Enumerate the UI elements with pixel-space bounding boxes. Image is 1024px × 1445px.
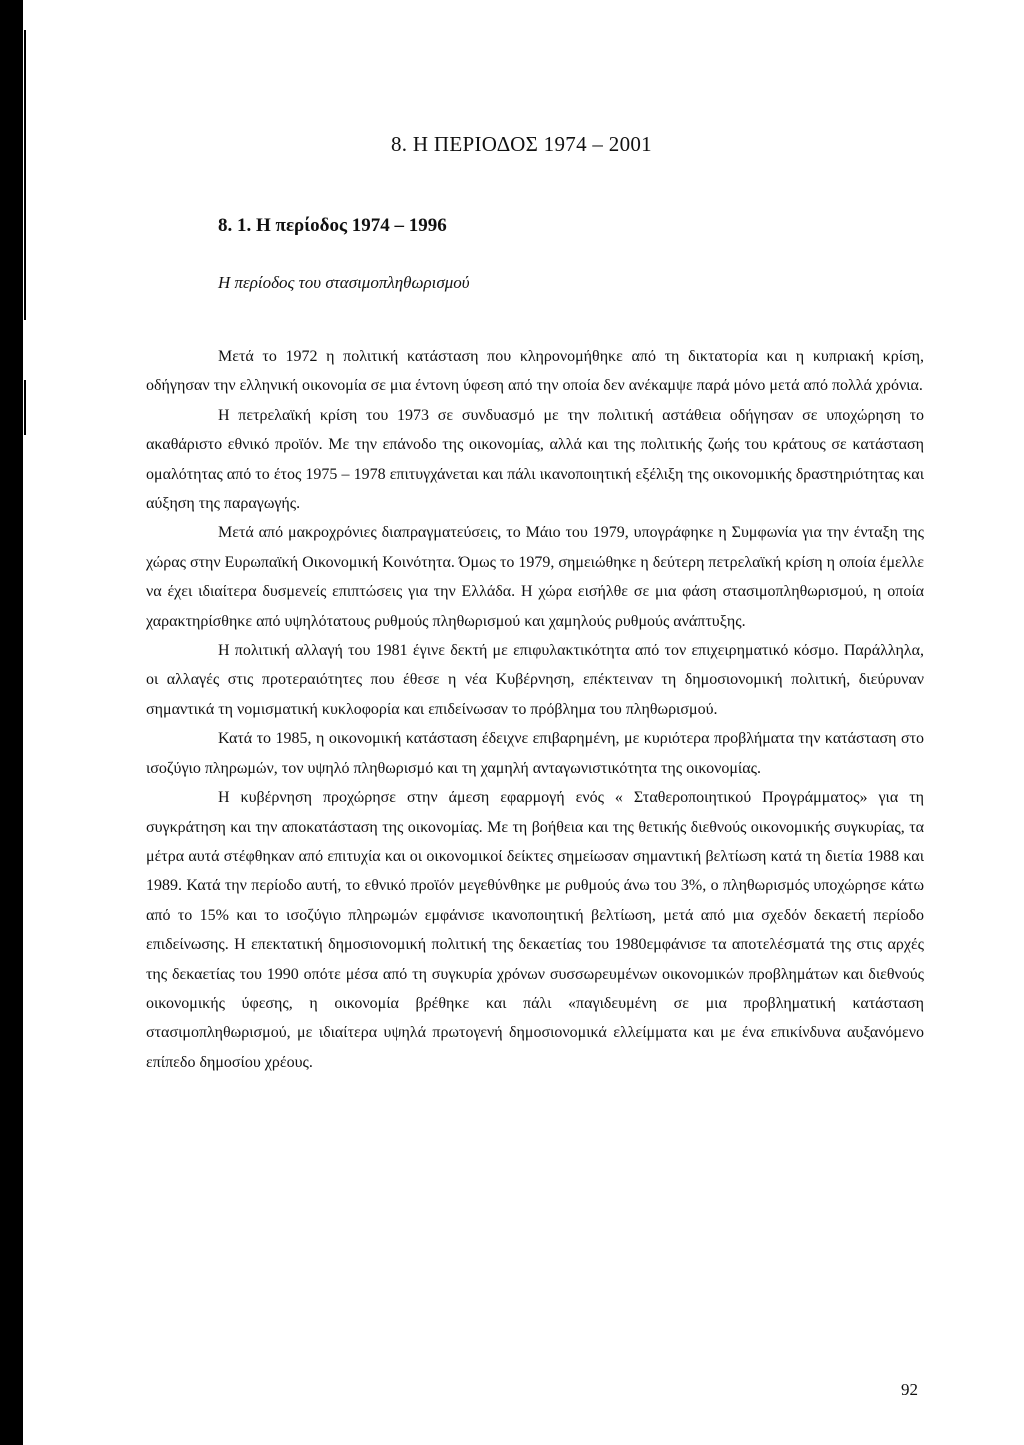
paragraph: Μετά το 1972 η πολιτική κατάσταση που κληρονομήθηκε από τη δικτατορία και η κυπριακή κρίση, οδήγησαν την ελληνική οικονομία σε μια έντονη ύφεση από την οποία δεν ανέκαμψε παρά μόνο μετά από πολλά χρόνια.: [146, 348, 924, 395]
document-page: [23, 0, 1024, 1445]
scan-edge-line: [24, 30, 26, 320]
paragraph: Μετά από μακροχρόνιες διαπραγματεύσεις, το Μάιο του 1979, υπογράφηκε η Συμφωνία για την ένταξη της χώρας στην Ευρωπαϊκή Οικονομική Κοινότητα. Όμως το 1979, σημειώθηκε η δεύτερη πετρελαϊκή κρίση η οποία έμελλε να έχει ιδιαίτερα δυσμενείς επιπτώσεις για την Ελλάδα. Η χώρα εισήλθε σε μια φάση στασιμοπληθωρισμού, η οποία χαρακτηρίσθηκε από υψηλότατους ρυθμούς πληθωρισμού και χαμηλούς ρυθμούς ανάπτυξης.: [146, 524, 924, 630]
page-number: 92: [901, 1380, 918, 1399]
section-title: 8. 1. Η περίοδος 1974 – 1996: [218, 215, 447, 236]
paragraph: Η κυβέρνηση προχώρησε στην άμεση εφαρμογή ενός « Σταθεροποιητικού Προγράμματος» για τη συγκράτηση και την αποκατάσταση της οικονομίας. Με τη βοήθεια και της θετικής διεθνούς οικονομικής συγκυρίας, τα μέτρα αυτά στέφθηκαν από επιτυχία και οι οικονομικοί δείκτες σημείωσαν σημαντική βελτίωση κατά τη διετία 1988 και 1989. Κατά την περίοδο αυτή, το εθνικό προϊόν μεγεθύνθηκε με ρυθμούς άνω του 3%, ο πληθωρισμός υποχώρησε κάτω από το 15% και το ισοζύγιο πληρωμών εμφάνισε ικανοποιητική βελτίωση, μετά από μια σχεδόν δεκαετή περίοδο επιδείνωσης. Η επεκτατική δημοσιονομική πολιτική της δεκαετίας του 1980εμφάνισε τα αποτελέσματά της στις αρχές της δεκαετίας του 1990 οπότε μέσα από τη συγκυρία χρόνων συσσωρευμένων οικονομικών προβλημάτων και διεθνούς οικονομικής ύφεσης, η οικονομία βρέθηκε και πάλι «παγιδευμένη σε μια προβληματική κατάσταση στασιμοπληθωρισμού, με ιδιαίτερα υψηλά πρωτογενή δημοσιονομικά ελλείμματα και με ένα επικίνδυνα αυξανόμενο επίπεδο δημοσίου χρέους.: [146, 789, 924, 1071]
paragraph: Η πετρελαϊκή κρίση του 1973 σε συνδυασμό με την πολιτική αστάθεια οδήγησαν σε υποχώρηση το ακαθάριστο εθνικό προϊόν. Με την επάνοδο της οικονομίας, αλλά και της πολιτικής ζωής του κράτους σε κατάσταση ομαλότητας από το έτος 1975 – 1978 επιτυγχάνεται και πάλι ικανοποιητική εξέλιξη της οικονομικής δραστηριότητας και αύξηση της παραγωγής.: [146, 406, 924, 513]
chapter-title: 8. Η ΠΕΡΙΟΔΟΣ 1974 – 2001: [391, 132, 652, 156]
paragraph: Κατά το 1985, η οικονομική κατάσταση έδειχνε επιβαρημένη, με κυριότερα προβλήματα την κατάσταση στο ισοζύγιο πληρωμών, τον υψηλό πληθωρισμό και τη χαμηλή ανταγωνιστικότητα της οικονομίας.: [146, 730, 924, 777]
subsection-title: Η περίοδος του στασιμοπληθωρισμού: [218, 273, 470, 292]
paragraph: Η πολιτική αλλαγή του 1981 έγινε δεκτή με επιφυλακτικότητα από τον επιχειρηματικό κόσμο. Παράλληλα, οι αλλαγές στις προτεραιότητες που έθεσε η νέα Κυβέρνηση, επέκτειναν τη δημοσιονομική πολιτική, διεύρυναν σημαντικά τη νομισματική κυκλοφορία και επιδείνωσαν το πρόβλημα του πληθωρισμού.: [146, 642, 924, 718]
scan-edge-line: [24, 380, 26, 435]
body-text: [146, 342, 924, 1077]
